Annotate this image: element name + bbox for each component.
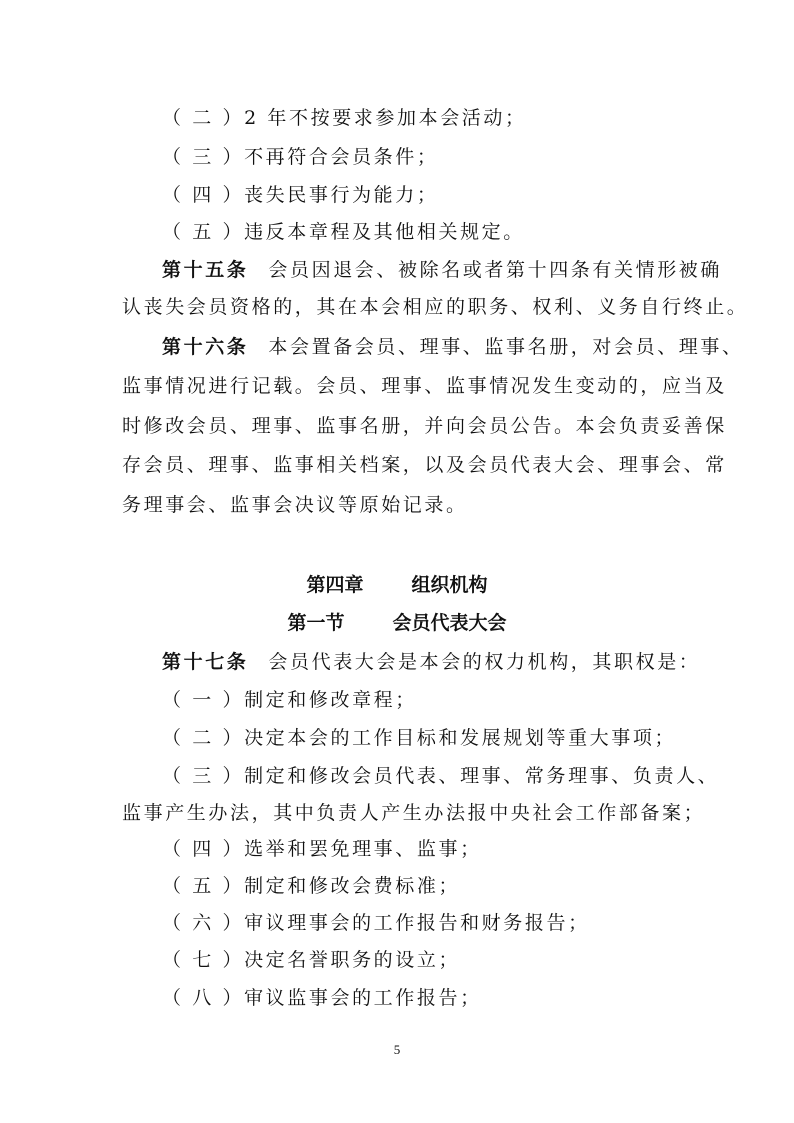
list-item: （ 三 ）制定和修改会员代表、理事、常务理事、负责人、	[162, 765, 720, 787]
list-item: （ 七 ）决定名誉职务的设立；	[162, 949, 461, 971]
chapter-title: 组织机构	[411, 574, 488, 596]
page-number: 5	[393, 1042, 401, 1057]
paragraph-line: 认丧失会员资格的，其在本会相应的职务、权利、义务自行终止。	[122, 296, 749, 318]
paragraph-line: 存会员、理事、监事相关档案，以及会员代表大会、理事会、常	[122, 454, 727, 476]
list-item: （ 二 ）决定本会的工作目标和发展规划等重大事项；	[162, 727, 677, 749]
paragraph-line: 监事情况进行记载。会员、理事、监事情况发生变动的，应当及	[122, 375, 727, 397]
chapter-label: 第四章	[306, 574, 364, 596]
section-title: 会员代表大会	[392, 612, 507, 634]
article-title: 第十六条	[162, 336, 249, 358]
paragraph-line: 时修改会员、理事、监事名册，并向会员公告。本会负责妥善保	[122, 415, 727, 437]
list-item: （ 一 ）制定和修改章程；	[162, 689, 417, 711]
list-item-continuation: 监事产生办法，其中负责人产生办法报中央社会工作部备案；	[122, 802, 706, 824]
article-16	[162, 335, 744, 359]
list-item: （ 六 ）审议理事会的工作报告和财务报告；	[162, 912, 590, 934]
article-15	[162, 258, 722, 282]
article-text: 会员代表大会是本会的权力机构，其职权是：	[268, 651, 701, 673]
article-title: 第十七条	[162, 651, 249, 673]
list-item: （ 四 ）选举和罢免理事、监事；	[162, 838, 482, 860]
section-label: 第一节	[287, 612, 345, 634]
article-17	[162, 650, 700, 674]
chapter-heading	[0, 573, 794, 597]
section-heading	[0, 611, 794, 635]
list-item: （ 八 ）审议监事会的工作报告；	[162, 987, 482, 1009]
paragraph-line: （ 二 ）2 年不按要求参加本会活动；	[162, 107, 527, 129]
article-text: 会员因退会、被除名或者第十四条有关情形被确	[268, 259, 723, 281]
paragraph-line: （ 五 ）违反本章程及其他相关规定。	[162, 221, 525, 243]
paragraph-line: 务理事会、监事会决议等原始记录。	[122, 494, 468, 516]
paragraph-line: （ 三 ）不再符合会员条件；	[162, 146, 439, 168]
article-title: 第十五条	[162, 259, 249, 281]
article-text: 本会置备会员、理事、监事名册，对会员、理事、	[268, 336, 744, 358]
paragraph-line: （ 四 ）丧失民事行为能力；	[162, 184, 439, 206]
list-item: （ 五 ）制定和修改会费标准；	[162, 875, 461, 897]
